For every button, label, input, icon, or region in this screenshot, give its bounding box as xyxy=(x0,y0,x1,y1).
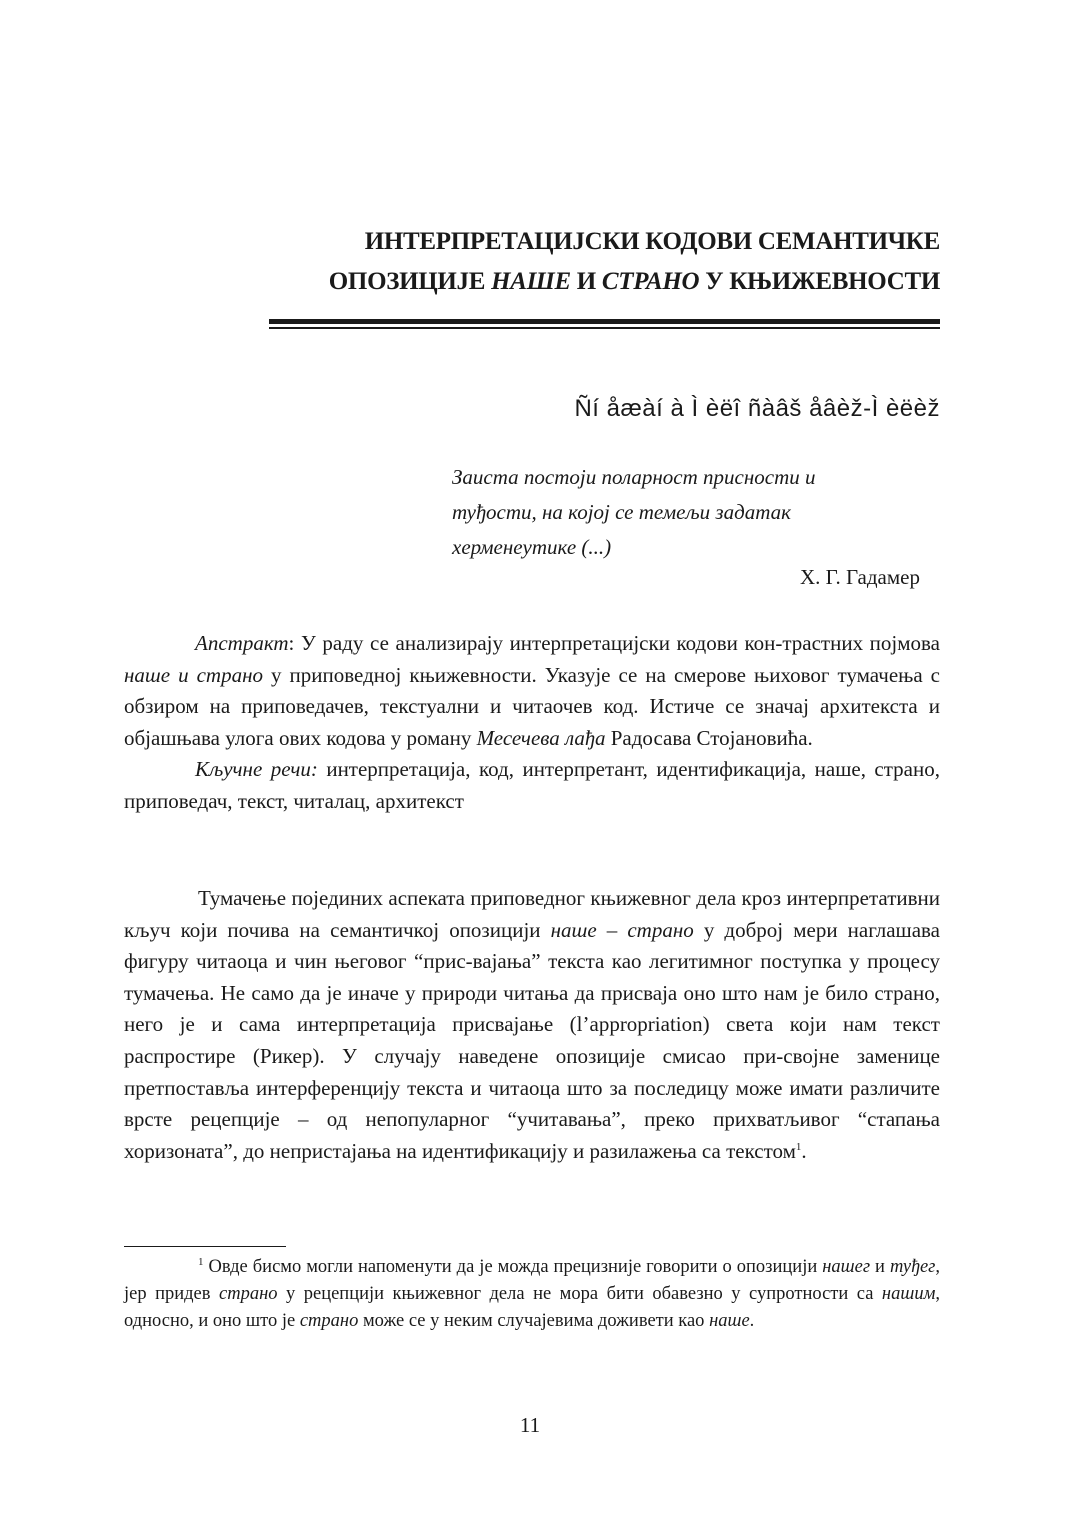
footnote-italic: нашим xyxy=(881,1284,936,1304)
footnote-text: у рецепцији књижевног дела не мора бити обавезно у супротности са xyxy=(277,1284,882,1304)
footnote-italic: страно xyxy=(299,1311,359,1331)
title-italic-nashe: НАШЕ xyxy=(491,268,571,295)
title-rule-thick xyxy=(269,319,940,324)
footnote-italic: нашег xyxy=(822,1257,871,1277)
keywords-label: Кључне речи: xyxy=(195,757,318,781)
footnote-ref[interactable]: 1 xyxy=(795,1140,802,1153)
footnote-text: , односно, и оно што је xyxy=(124,1284,940,1331)
body-paragraph xyxy=(124,883,940,1167)
body-text: у доброј мери наглашава фигуру читаоца и чин његовог “прис-вајања” текста као легитимног поступка у процесу тумачења. Не само да је иначе у природи читања да присваја оно што нам је било страно, него је и сама интерпретација присвајање (l’appropriation) света који нам текст распростире (Рикер). У случају наведене опозиције смисао при-својне заменице претпоставља интерференцију текста и читаоца што за последицу може имати различите врсте рецепције – од непопуларног “учитавања”, преко прихватљивог “стапања хоризоната”, до непристајања на идентификацију и разилажења са текстом xyxy=(124,917,940,1163)
footnote-italic: туђег xyxy=(889,1257,936,1277)
abstract xyxy=(124,628,940,817)
footnote-text: . xyxy=(749,1311,755,1331)
title-text: У КЊИЖЕВНОСТИ xyxy=(699,268,940,295)
footnote-text: Овде бисмо могли напоменути да је можда прецизније говорити о опозицији xyxy=(203,1257,823,1277)
abstract-italic: Месечева лађа xyxy=(476,725,606,750)
body-italic: наше – страно xyxy=(550,917,694,942)
abstract-text: Радосава Стојановића. xyxy=(605,725,813,750)
footnote-text: и xyxy=(870,1257,890,1277)
title-line-1: ИНТЕРПРЕТАЦИЈСКИ КОДОВИ СЕМАНТИЧКЕ xyxy=(364,228,940,255)
title-rule-thin xyxy=(269,327,940,329)
body-text: . xyxy=(801,1138,807,1163)
epigraph-attribution: Х. Г. Гадамер xyxy=(800,565,920,589)
body-text: Тумачење појединих аспеката приповедног књижевног дела кроз интерпретативни кључ који почива на семантичкој опозицији xyxy=(124,886,940,942)
page-number: 11 xyxy=(519,1413,541,1437)
title-text: И xyxy=(570,268,602,295)
title-line-2 xyxy=(329,262,940,302)
footnote-italic: наше xyxy=(709,1311,750,1331)
author-name: Ñí åæàí à Ì èëî ñàâš åâèž-Ì èëèž xyxy=(574,395,940,422)
epigraph-line: херменеутике (...) xyxy=(452,535,612,559)
epigraph-line: Заиста постоји поларност присности и xyxy=(452,465,816,489)
footnote-text: може се у неким случајевима доживети као xyxy=(358,1311,710,1331)
title-text: ОПОЗИЦИЈЕ xyxy=(328,268,492,295)
footnote xyxy=(124,1254,940,1335)
abstract-text: : У раду се анализирају интерпретацијски кодови кон-трастних појмова xyxy=(288,631,940,655)
title-italic-strano: СТРАНО xyxy=(601,268,700,295)
abstract-text: у приповедној књижевности. Указује се на смерове њиховог тумачења с обзиром на приповедачев, текстуални и читаочев код. Истиче се значај архитекста и објашњава улога ових кодова у роману xyxy=(124,662,941,750)
footnote-italic: страно xyxy=(219,1284,278,1304)
footnote-divider xyxy=(124,1246,286,1247)
abstract-italic: наше и страно xyxy=(124,662,264,687)
abstract-label: Апстракт xyxy=(195,631,289,655)
epigraph-line: туђости, на којој се темељи задатак xyxy=(452,500,791,524)
footnote-number: 1 xyxy=(198,1255,204,1268)
footnote-text: , јер придев xyxy=(124,1257,940,1304)
keywords-text: интерпретација, код, интерпретант, идентификација, наше, страно, приповедач, текст, читалац, архитекст xyxy=(124,757,940,813)
